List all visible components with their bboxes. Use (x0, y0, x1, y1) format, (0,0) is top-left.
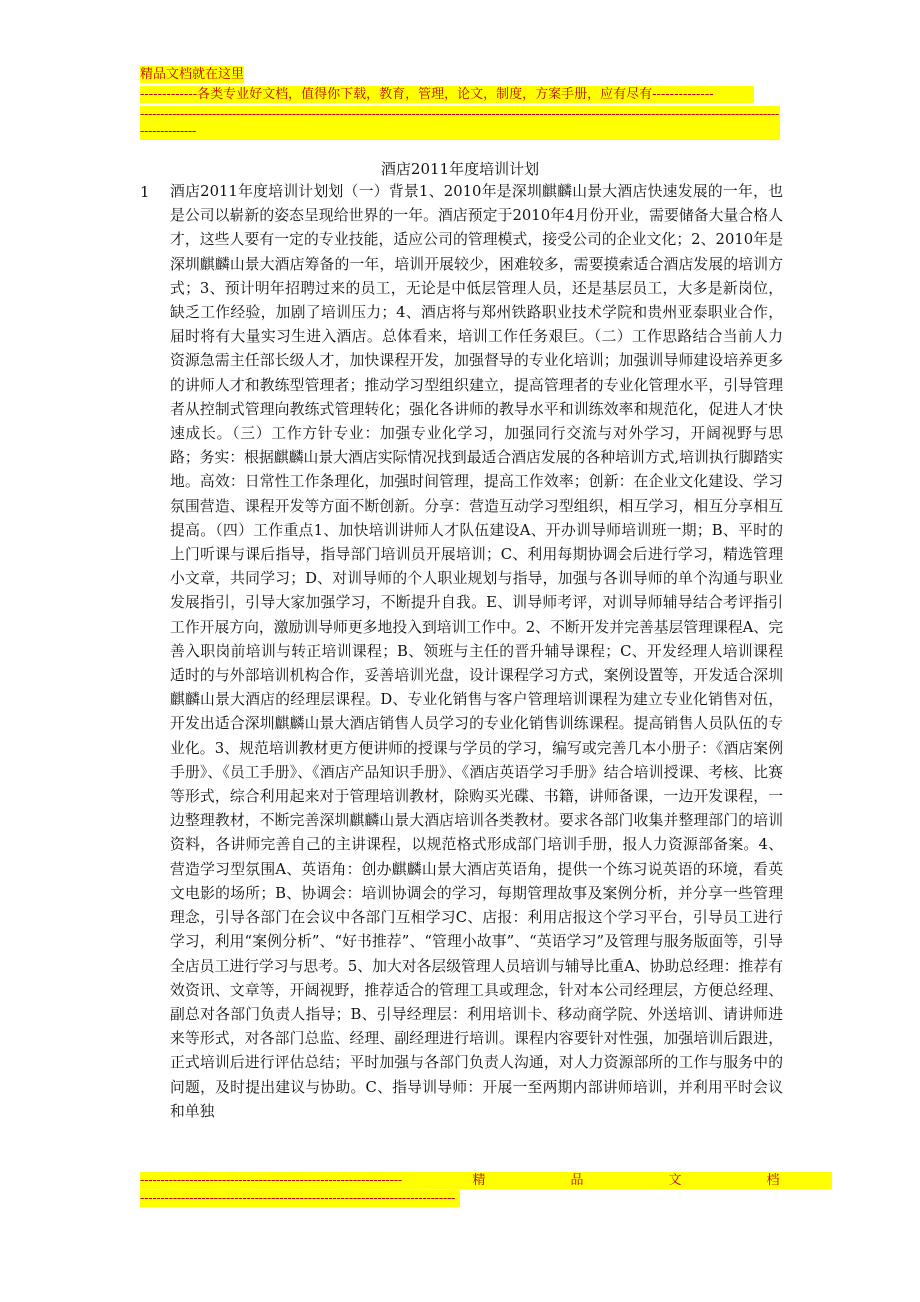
footer-rule: ----------------------------------------------------------------------------- (140, 1190, 460, 1207)
footer-char: 品 (570, 1173, 584, 1188)
header-rule: ------------------------------------------------------------------------------------------------------------------------------------------------------------------------------ (140, 107, 779, 139)
footer-dashes: ---------------------------------------------------------------- (140, 1173, 402, 1188)
header-slogan: -------------各类专业好文档，值得你下载，教育，管理，论文，制度，方案手册，应有尽有-------------- (140, 86, 754, 103)
header-title: 精品文档就在这里 (140, 67, 245, 82)
document-body: 酒店2011年度培训计划划（一）背景1、2010年是深圳麒麟山景大酒店快速发展的一年，也是公司以崭新的姿态呈现给世界的一年。酒店预定于2010年4月份开业，需要储备大量合格人才，这些人要有一定的专业技能，适应公司的管理模式，接受公司的企业文化；2、2010年是深圳麒麟山景大酒店筹备的一年，培训开展较少，困难较多，需要摸索适合酒店发展的培训方式；3、预计明年招聘过来的员工，无论是中低层管理人员，还是基层员工，大多是新岗位，缺乏工作经验，加剧了培训压力；4、酒店将与郑州铁路职业技术学院和贵州亚泰职业合作，届时将有大量实习生进入酒店。总体看来，培训工作任务艰巨。（二）工作思路结合当前人力资源急需主任部长级人才，加快课程开发，加强督导的专业化培训；加强训导师建设培养更多的讲师人才和教练型管理者；推动学习型组织建立，提高管理者的专业化管理水平，引导管理者从控制式管理向教练式管理转化；强化各讲师的教导水平和训练效率和规范化，促进人才快速成长。（三）工作方针专业：加强专业化学习，加强同行交流与对外学习，开阔视野与思路；务实：根据麒麟山景大酒店实际情况找到最适合酒店发展的各种培训方式,培训执行脚踏实地。高效：日常性工作条理化，加强时间管理，提高工作效率；创新：在企业文化建设、学习氛围营造、课程开发等方面不断创新。分享：营造互动学习型组织，相互学习，相互分享相互提高。（四）工作重点1、加快培训讲师人才队伍建设A、开办训导师培训班一期；B、平时的上门听课与课后指导，指导部门培训员开展培训；C、利用每期协调会后进行学习，精选管理小文章，共同学习；D、对训导师的个人职业规划与指导，加强与各训导师的单个沟通与职业发展指引，引导大家加强学习，不断提升自我。E、训导师考评，对训导师辅导结合考评指引工作开展方向，激励训导师更多地投入到培训工作中。2、不断开发并完善基层管理课程A、完善入职岗前培训与转正培训课程；B、领班与主任的晋升辅导课程；C、开发经理人培训课程适时的与外部培训机构合作，妥善培训光盘，设计课程学习方式，案例设置等，开发适合深圳麒麟山景大酒店的经理层课程。D、专业化销售与客户管理培训课程为建立专业化销售对伍，开发出适合深圳麒麟山景大酒店销售人员学习的专业化销售训练课程。提高销售人员队伍的专业化。3、规范培训教材更方便讲师的授课与学员的学习，编写或完善几本小册子：《酒店案例手册》、《员工手册》、《酒店产品知识手册》、《酒店英语学习手册》结合培训授课、考核、比赛等形式，综合利用起来对于管理培训教材，除购买光碟、书籍，讲师备课，一边开发课程，一边整理教材，不断完善深圳麒麟山景大酒店培训各类教材。要求各部门收集并整理部门的培训资料，各讲师完善自己的主讲课程，以规范格式形成部门培训手册，报人力资源部备案。4、营造学习型氛围A、英语角：创办麒麟山景大酒店英语角，提供一个练习说英语的环境，看英文电影的场所；B、协调会：培训协调会的学习，每期管理故事及案例分析，并分享一些管理理念，引导各部门在会议中各部门互相学习C、店报：利用店报这个学习平台，引导员工进行学习，利用“案例分析”、“好书推荐”、“管理小故事”、“英语学习”及管理与服务版面等，引导全店员工进行学习与思考。5、加大对各层级管理人员培训与辅导比重A、协助总经理：推荐有效资讯、文章等，开阔视野，推荐适合的管理工具或理念，针对本公司经理层，方便总经理、副总对各部门负责人指导；B、引导经理层：利用培训卡、移动商学院、外送培训、请讲师进来等形式，对各部门总监、经理、副经理进行培训。课程内容要针对性强，加强培训后跟进，正式培训后进行评估总结；平时加强与各部门负责人沟通，对人力资源部所的工作与服务中的问题，及时提出建议与协助。C、指导训导师：开展一至两期内部讲师培训，并利用平时会议和单独 (170, 183, 783, 1120)
list-item-number: 1 (140, 183, 150, 201)
document-title: 酒店2011年度培训计划 (380, 160, 540, 178)
footer-banner (140, 1172, 832, 1189)
footer-char: 精 (472, 1173, 486, 1188)
footer-label (410, 1172, 832, 1189)
footer-char: 档 (766, 1173, 780, 1188)
footer-char: 文 (668, 1173, 682, 1188)
